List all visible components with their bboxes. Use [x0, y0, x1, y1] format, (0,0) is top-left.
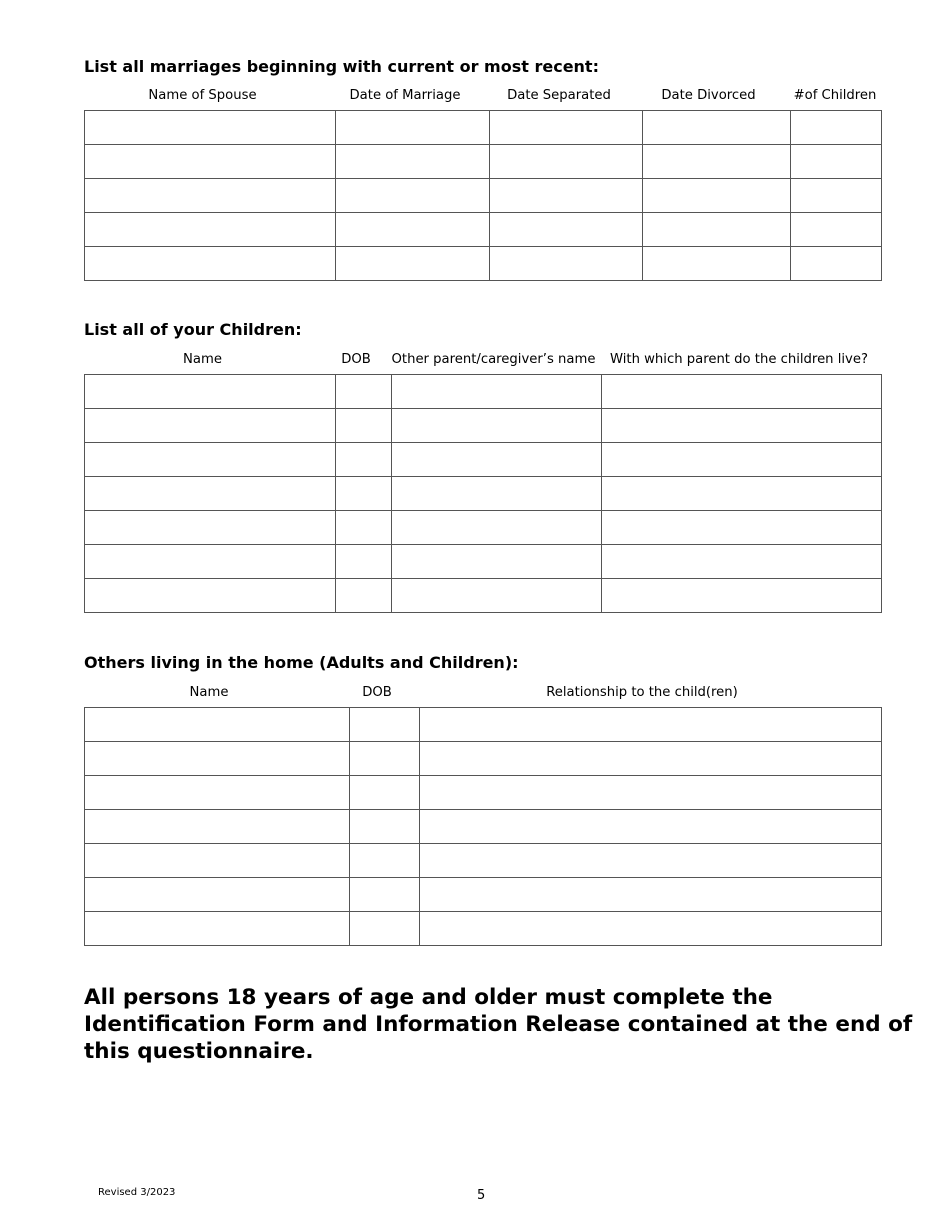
divorced-date-cell[interactable]	[643, 247, 791, 281]
table-row	[85, 742, 882, 776]
divorced-date-cell[interactable]	[643, 213, 791, 247]
table-row	[85, 810, 882, 844]
child-dob-cell[interactable]	[336, 545, 392, 579]
header-name-of-spouse: Name of Spouse	[148, 88, 257, 103]
separated-date-cell[interactable]	[490, 213, 643, 247]
child-dob-cell[interactable]	[336, 477, 392, 511]
child-name-cell[interactable]	[85, 375, 336, 409]
table-row	[85, 545, 882, 579]
header-child-dob: DOB	[341, 352, 371, 367]
children-count-cell[interactable]	[791, 247, 882, 281]
other-name-cell[interactable]	[85, 878, 350, 912]
separated-date-cell[interactable]	[490, 179, 643, 213]
children-count-cell[interactable]	[791, 111, 882, 145]
header-num-children: #of Children	[793, 88, 877, 103]
child-name-cell[interactable]	[85, 511, 336, 545]
other-parent-cell[interactable]	[392, 409, 602, 443]
header-other-parent: Other parent/caregiver’s name	[391, 352, 596, 367]
other-dob-cell[interactable]	[350, 912, 420, 946]
child-name-cell[interactable]	[85, 477, 336, 511]
header-which-parent: With which parent do the children live?	[610, 352, 868, 367]
other-dob-cell[interactable]	[350, 844, 420, 878]
table-row	[85, 213, 882, 247]
table-row	[85, 443, 882, 477]
lives-with-cell[interactable]	[602, 477, 882, 511]
header-date-of-marriage: Date of Marriage	[349, 88, 461, 103]
child-dob-cell[interactable]	[336, 579, 392, 613]
children-count-cell[interactable]	[791, 179, 882, 213]
table-row	[85, 179, 882, 213]
spouse-name-cell[interactable]	[85, 145, 336, 179]
separated-date-cell[interactable]	[490, 247, 643, 281]
other-name-cell[interactable]	[85, 844, 350, 878]
table-row	[85, 375, 882, 409]
lives-with-cell[interactable]	[602, 409, 882, 443]
other-dob-cell[interactable]	[350, 810, 420, 844]
other-parent-cell[interactable]	[392, 477, 602, 511]
marriage-date-cell[interactable]	[336, 179, 490, 213]
divorced-date-cell[interactable]	[643, 179, 791, 213]
children-table	[84, 374, 882, 613]
spouse-name-cell[interactable]	[85, 213, 336, 247]
lives-with-cell[interactable]	[602, 511, 882, 545]
lives-with-cell[interactable]	[602, 443, 882, 477]
lives-with-cell[interactable]	[602, 579, 882, 613]
spouse-name-cell[interactable]	[85, 179, 336, 213]
relationship-cell[interactable]	[420, 742, 882, 776]
header-date-separated: Date Separated	[507, 88, 611, 103]
table-row	[85, 878, 882, 912]
children-count-cell[interactable]	[791, 213, 882, 247]
other-parent-cell[interactable]	[392, 511, 602, 545]
other-dob-cell[interactable]	[350, 878, 420, 912]
table-row	[85, 776, 882, 810]
relationship-cell[interactable]	[420, 912, 882, 946]
page-number: 5	[477, 1188, 486, 1203]
marriage-date-cell[interactable]	[336, 247, 490, 281]
other-name-cell[interactable]	[85, 708, 350, 742]
others-section-title: Others living in the home (Adults and Children):	[84, 653, 519, 672]
other-parent-cell[interactable]	[392, 443, 602, 477]
child-name-cell[interactable]	[85, 443, 336, 477]
children-count-cell[interactable]	[791, 145, 882, 179]
other-parent-cell[interactable]	[392, 579, 602, 613]
child-dob-cell[interactable]	[336, 375, 392, 409]
header-child-name: Name	[183, 352, 222, 367]
child-name-cell[interactable]	[85, 579, 336, 613]
relationship-cell[interactable]	[420, 708, 882, 742]
other-name-cell[interactable]	[85, 810, 350, 844]
table-row	[85, 912, 882, 946]
spouse-name-cell[interactable]	[85, 111, 336, 145]
child-dob-cell[interactable]	[336, 409, 392, 443]
relationship-cell[interactable]	[420, 776, 882, 810]
table-row	[85, 579, 882, 613]
table-row	[85, 111, 882, 145]
child-name-cell[interactable]	[85, 545, 336, 579]
table-row	[85, 708, 882, 742]
identification-notice: All persons 18 years of age and older must complete the Identification Form and Information Release contained at the end of this questionnaire.	[84, 985, 913, 1064]
marriages-section-title: List all marriages beginning with current or most recent:	[84, 57, 599, 76]
child-dob-cell[interactable]	[336, 511, 392, 545]
others-table	[84, 707, 882, 946]
lives-with-cell[interactable]	[602, 545, 882, 579]
header-other-dob: DOB	[362, 685, 392, 700]
marriage-date-cell[interactable]	[336, 111, 490, 145]
other-parent-cell[interactable]	[392, 545, 602, 579]
marriage-date-cell[interactable]	[336, 213, 490, 247]
other-parent-cell[interactable]	[392, 375, 602, 409]
revised-date: Revised 3/2023	[98, 1187, 176, 1198]
table-row	[85, 844, 882, 878]
child-dob-cell[interactable]	[336, 443, 392, 477]
divorced-date-cell[interactable]	[643, 145, 791, 179]
table-row	[85, 409, 882, 443]
child-name-cell[interactable]	[85, 409, 336, 443]
relationship-cell[interactable]	[420, 878, 882, 912]
relationship-cell[interactable]	[420, 844, 882, 878]
marriages-table	[84, 110, 882, 281]
header-other-name: Name	[189, 685, 229, 700]
table-row	[85, 145, 882, 179]
table-row	[85, 247, 882, 281]
other-name-cell[interactable]	[85, 776, 350, 810]
separated-date-cell[interactable]	[490, 111, 643, 145]
table-row	[85, 511, 882, 545]
other-dob-cell[interactable]	[350, 742, 420, 776]
other-dob-cell[interactable]	[350, 708, 420, 742]
marriage-date-cell[interactable]	[336, 145, 490, 179]
other-name-cell[interactable]	[85, 742, 350, 776]
table-row	[85, 477, 882, 511]
separated-date-cell[interactable]	[490, 145, 643, 179]
spouse-name-cell[interactable]	[85, 247, 336, 281]
header-relationship: Relationship to the child(ren)	[546, 685, 738, 700]
header-date-divorced: Date Divorced	[661, 88, 756, 103]
relationship-cell[interactable]	[420, 810, 882, 844]
other-dob-cell[interactable]	[350, 776, 420, 810]
lives-with-cell[interactable]	[602, 375, 882, 409]
children-section-title: List all of your Children:	[84, 320, 302, 339]
divorced-date-cell[interactable]	[643, 111, 791, 145]
other-name-cell[interactable]	[85, 912, 350, 946]
